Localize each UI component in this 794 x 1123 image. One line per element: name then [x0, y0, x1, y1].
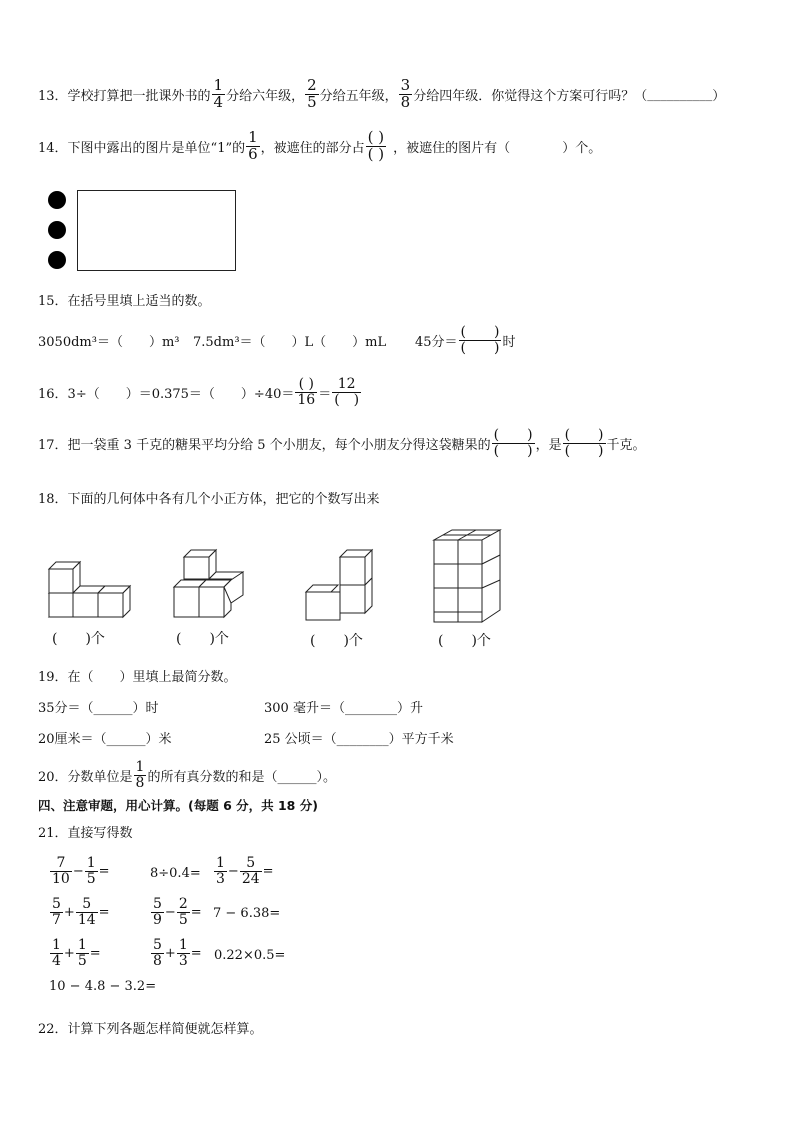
- q18-answer-1[interactable]: ( )个: [52, 631, 105, 647]
- q15-answer-fraction[interactable]: $\frac{( )}{( )}$: [460, 324, 500, 356]
- fraction-2-5: $\frac{2}{5}$: [307, 76, 317, 111]
- calc-r1c1: $\frac{7}{10}$ − $\frac{1}{5}$ =: [52, 855, 110, 887]
- question-19: 19．在（ ）里填上最简分数。: [38, 670, 237, 685]
- question-14: 14．下图中露出的图片是单位“1”的 $\frac{1}{6}$ ，被遮住的部分占 $\frac{( )}{( )}$ ，被遮住的图片有（ ）个。: [38, 128, 602, 163]
- circle-picture-1: [48, 191, 66, 209]
- calc-r2c2: $\frac{5}{9}$ − $\frac{2}{5}$ =: [153, 896, 202, 928]
- q16-fraction-12-over[interactable]: $\frac{12}{( )}$: [334, 376, 360, 408]
- q15-label: 15．在括号里填上适当的数。: [38, 294, 211, 309]
- circle-picture-3: [48, 251, 66, 269]
- covering-rectangle: [77, 190, 236, 271]
- question-15: [38, 290, 211, 309]
- q18-answer-4[interactable]: ( )个: [438, 633, 491, 649]
- q19-item-d: 25 公顷＝（________）平方千米: [264, 732, 454, 747]
- cube-figure-3: [306, 550, 372, 620]
- q17-answer-fraction-1[interactable]: $\frac{( )}{( )}$: [493, 427, 533, 459]
- calc-r4c1: 10 − 4.8 − 3.2=: [49, 979, 157, 994]
- q14-answer-gap[interactable]: [510, 137, 562, 156]
- cube-figure-1: [49, 562, 130, 617]
- q13-label: 13．学校打算把一批课外书的: [38, 88, 211, 104]
- cube-figures: [0, 525, 794, 635]
- cube-figure-4: [434, 530, 500, 622]
- q19-item-a: 35分＝（______）时: [38, 701, 159, 716]
- question-17: 17．把一袋重 3 千克的糖果平均分给 5 个小朋友，每个小朋友分得这袋糖果的 $\frac{( )}{( )}$ ，是 $\frac{( )}{( )}$ 千克。: [38, 427, 646, 459]
- fraction-1-8: $\frac{1}{8}$: [135, 759, 145, 791]
- question-13: 13．学校打算把一批课外书的 $\frac{1}{4}$ 分给六年级， $\frac{2}{5}$ 分给五年级， $\frac{3}{8}$ 分给四年级．你觉得这个方案可行吗？（ __________ ）: [38, 76, 726, 111]
- q19-item-c: 20厘米＝（______）米: [38, 732, 172, 747]
- q14-label: 14．下图中露出的图片是单位“1”的: [38, 140, 246, 156]
- question-20: 20．分数单位是 $\frac{1}{8}$ 的所有真分数的和是（______）。: [38, 759, 336, 791]
- q13-answer-blank[interactable]: __________: [647, 86, 713, 102]
- q17-answer-fraction-2[interactable]: $\frac{( )}{( )}$: [564, 427, 604, 459]
- calc-r1c2: 8÷0.4=: [150, 866, 201, 881]
- q18-answer-2[interactable]: ( )个: [176, 631, 229, 647]
- fraction-1-4: $\frac{1}{4}$: [213, 76, 224, 111]
- q15-items: 3050dm³＝（ ）m³ 7.5dm³＝（ ）L（ ）mL 45分＝ $\frac{( )}{( )}$ 时: [38, 324, 516, 356]
- question-16: 16．3÷（ ）＝0.375＝（ ）÷40＝ $\frac{( )}{16}$ ＝ $\frac{12}{( )}$: [38, 376, 360, 408]
- fraction-1-6: $\frac{1}{6}$: [248, 128, 258, 163]
- fraction-3-8: $\frac{3}{8}$: [400, 76, 411, 111]
- q18-answer-3[interactable]: ( )个: [310, 633, 363, 649]
- calc-r3c1: $\frac{1}{4}$ + $\frac{1}{5}$ =: [52, 937, 101, 969]
- question-21: 21．直接写得数: [38, 826, 133, 841]
- q14-answer-fraction[interactable]: $\frac{( )}{( )}$: [367, 128, 385, 163]
- question-18: 18．下面的几何体中各有几个小正方体，把它的个数写出来: [38, 492, 380, 507]
- circle-picture-2: [48, 221, 66, 239]
- calc-r2c3: 7 − 6.38=: [213, 906, 281, 921]
- calc-r3c2: $\frac{5}{8}$ + $\frac{1}{3}$ =: [153, 937, 202, 969]
- calc-r2c1: $\frac{5}{7}$ + $\frac{5}{14}$ =: [52, 896, 110, 928]
- q19-item-b: 300 毫升＝（________）升: [264, 701, 423, 716]
- cube-figure-2: [174, 550, 243, 617]
- section-4-heading: 四、注意审题，用心计算。(每题 6 分，共 18 分): [38, 798, 318, 813]
- question-22: 22．计算下列各题怎样简便就怎样算。: [38, 1022, 263, 1037]
- q16-fraction-over-16[interactable]: $\frac{( )}{16}$: [297, 376, 316, 408]
- calc-r1c3: $\frac{1}{3}$ − $\frac{5}{24}$ =: [216, 855, 274, 887]
- calc-r3c3: 0.22×0.5=: [214, 948, 286, 963]
